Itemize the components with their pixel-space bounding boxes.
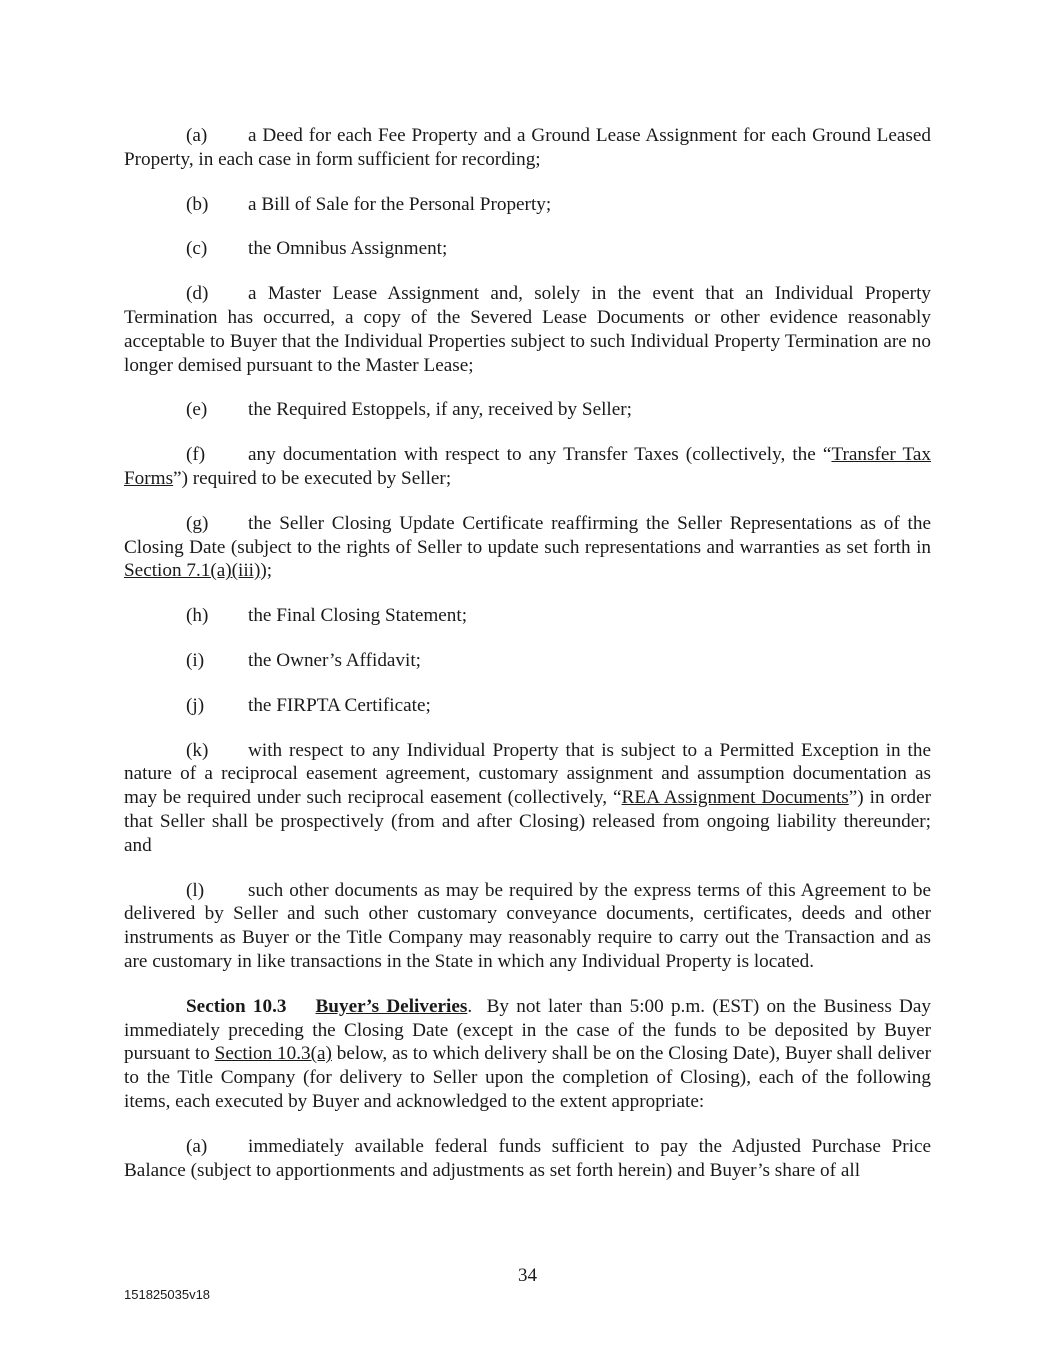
item-d [124, 282, 931, 377]
item-label: (l) [186, 879, 205, 901]
item-text: ”) in order that Seller shall be prospectively (from and after Closing) released from ongoing liability thereunder; and [124, 787, 931, 856]
defined-term: Transfer Tax Forms [124, 444, 932, 489]
item-text: a Deed for each Fee Property and a Ground Lease Assignment for each Ground Leased Property, in each case in form sufficient for recording; [124, 125, 931, 170]
page-number: 34 [518, 1265, 537, 1286]
item-f [124, 443, 931, 491]
item-text: the Owner’s Affidavit; [248, 649, 422, 671]
document-body [124, 124, 931, 1203]
item-text: ”) required to be executed by Seller; [173, 467, 452, 489]
item-i [124, 649, 931, 673]
section-text: By not later than 5:00 p.m. (EST) on the Business Day immediately preceding the Closing Date (except in the case of the funds to be deposited by Buyer pursuant to [124, 995, 932, 1065]
document-id: 151825035v18 [124, 1287, 211, 1302]
item-text: the Final Closing Statement; [248, 605, 468, 627]
item-text: the Omnibus Assignment; [248, 238, 448, 260]
item-text: a Bill of Sale for the Personal Property; [248, 193, 552, 215]
item-label: (a) [186, 1135, 208, 1157]
item-label: (k) [186, 739, 209, 761]
section-10-3 [124, 995, 931, 1114]
section-reference: Section 10.3(a) [214, 1043, 332, 1065]
item-b [124, 193, 931, 217]
item-text: such other documents as may be required by the express terms of this Agreement to be delivered by Seller and such other customary conveyance documents, certificates, deeds and other instruments as Buyer or the Title Company may reasonably require to carry out the Transaction and as are customary in like transactions in the State in which any Individual Property is located. [124, 879, 931, 972]
item-a [124, 124, 931, 172]
item-label: (f) [186, 444, 206, 466]
item-label: (a) [186, 125, 208, 146]
item-l [124, 879, 931, 974]
item-label: (g) [186, 512, 209, 534]
item-label: (d) [186, 283, 209, 305]
item-label: (j) [186, 694, 205, 716]
item-c [124, 237, 931, 261]
item-text: the Required Estoppels, if any, received by Seller; [248, 399, 632, 421]
item-h [124, 604, 931, 628]
item-label: (i) [186, 649, 205, 671]
item-label: (h) [186, 605, 209, 627]
buyer-item-a [124, 1135, 931, 1183]
section-number: Section 10.3 [186, 995, 287, 1017]
item-text: with respect to any Individual Property that is subject to a Permitted Exception in the nature of a reciprocal easement agreement, customary assignment and assumption documentation as may be required under such reciprocal easement (collectively, “ [124, 739, 931, 809]
section-reference: Section 7.1(a)(iii) [124, 560, 261, 582]
item-label: (b) [186, 193, 209, 215]
item-text: any documentation with respect to any Transfer Taxes (collectively, the “ [248, 444, 832, 466]
item-k [124, 739, 931, 858]
item-label: (e) [186, 399, 208, 421]
item-g [124, 512, 931, 583]
defined-term: REA Assignment Documents [621, 787, 849, 809]
item-text: ); [260, 560, 273, 582]
item-e [124, 398, 931, 422]
section-heading: Buyer’s Deliveries [315, 995, 468, 1017]
item-text: the Seller Closing Update Certificate reaffirming the Seller Representations as of the Closing Date (subject to the rights of Seller to update such representations and warranties as set forth in [124, 512, 931, 558]
item-label: (c) [186, 238, 208, 260]
item-j [124, 694, 931, 718]
section-text: below, as to which delivery shall be on the Closing Date), Buyer shall deliver to the Title Company (for delivery to Seller upon the completion of Closing), each of the following items, each executed by Buyer and acknowledged to the extent appropriate: [124, 1043, 931, 1112]
item-text: a Master Lease Assignment and, solely in the event that an Individual Property Termination has occurred, a copy of the Severed Lease Documents or other evidence reasonably acceptable to Buyer that the Individual Properties subject to such Individual Property Termination are no longer demised pursuant to the Master Lease; [124, 283, 931, 376]
item-text: immediately available federal funds sufficient to pay the Adjusted Purchase Price Balance (subject to apportionments and adjustments as set forth herein) and Buyer’s share of all [124, 1135, 931, 1181]
section-heading-punct: . [467, 995, 473, 1017]
item-text: the FIRPTA Certificate; [248, 694, 431, 716]
